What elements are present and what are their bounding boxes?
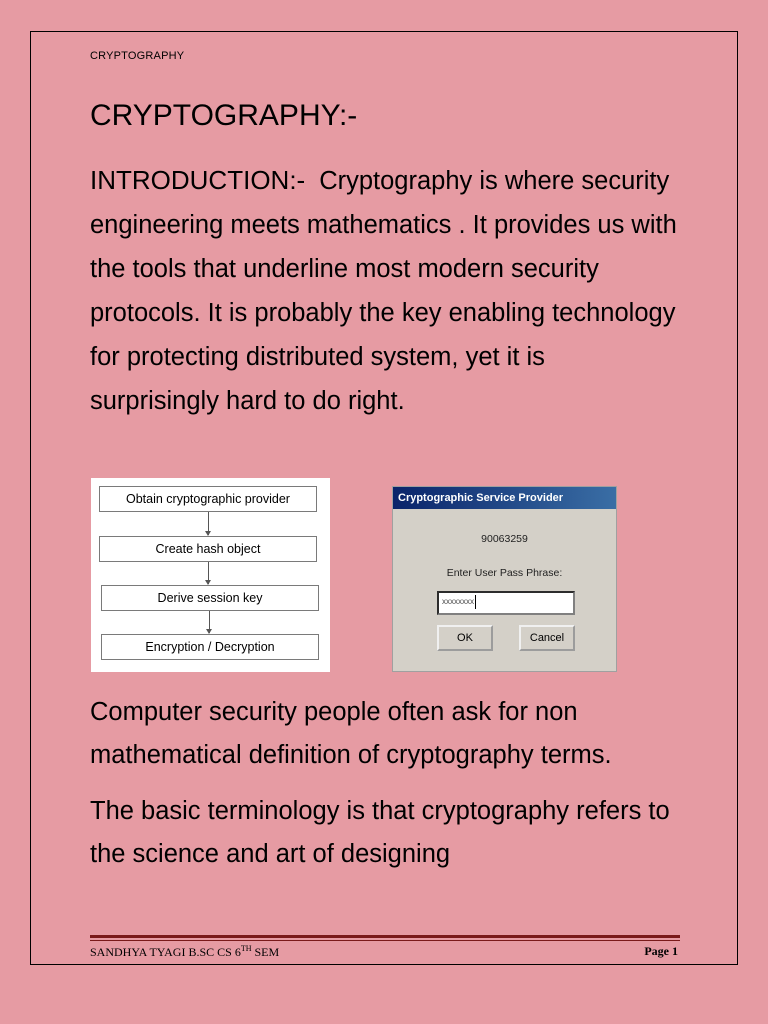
footer-author-suffix: SEM [251, 945, 280, 959]
flow-diagram [91, 478, 330, 672]
csp-dialog [392, 486, 617, 672]
footer-author-sup: TH [240, 944, 252, 953]
flow-step-derive-key: Derive session key [101, 585, 319, 611]
footer-rule-thick [90, 935, 680, 938]
intro-paragraph [90, 158, 680, 423]
footer-author [90, 944, 279, 960]
paragraph-definitions: Computer security people often ask for non mathematical definition of cryptography terms. [90, 698, 612, 769]
flow-step-encryption: Encryption / Decryption [101, 634, 319, 660]
footer-page-number: Page 1 [644, 944, 678, 958]
footer-rule-thin [90, 940, 680, 941]
ok-button[interactable]: OK [437, 625, 493, 651]
cancel-button[interactable]: Cancel [519, 625, 575, 651]
flow-arrow-down-icon [208, 512, 209, 535]
flow-arrow-down-icon [209, 611, 210, 633]
flow-arrow-down-icon [208, 562, 209, 584]
pass-phrase-value: xxxxxxxx [442, 597, 474, 606]
flow-step-obtain-provider: Obtain cryptographic provider [99, 486, 317, 512]
intro-label: INTRODUCTION:- [90, 165, 306, 195]
dialog-title: Cryptographic Service Provider [393, 487, 616, 509]
intro-text: Cryptography is where security engineering meets mathematics . It provides us with the tools that underline most modern security protocols. It is probably the key enabling technology for protecting distributed system, yet it is surprisingly hard to do right. [90, 167, 677, 415]
dialog-code: 90063259 [481, 533, 528, 545]
pass-phrase-input[interactable] [437, 591, 575, 615]
page-title: CRYPTOGRAPHY:- [90, 99, 358, 132]
paragraph-terminology: The basic terminology is that cryptography refers to the science and art of designing [90, 797, 670, 868]
running-header: CRYPTOGRAPHY [90, 50, 185, 62]
dialog-prompt: Enter User Pass Phrase: [446, 567, 563, 579]
footer-author-prefix: SANDHYA TYAGI B.SC CS 6 [90, 945, 241, 959]
flow-step-create-hash: Create hash object [99, 536, 317, 562]
text-caret [475, 595, 476, 609]
